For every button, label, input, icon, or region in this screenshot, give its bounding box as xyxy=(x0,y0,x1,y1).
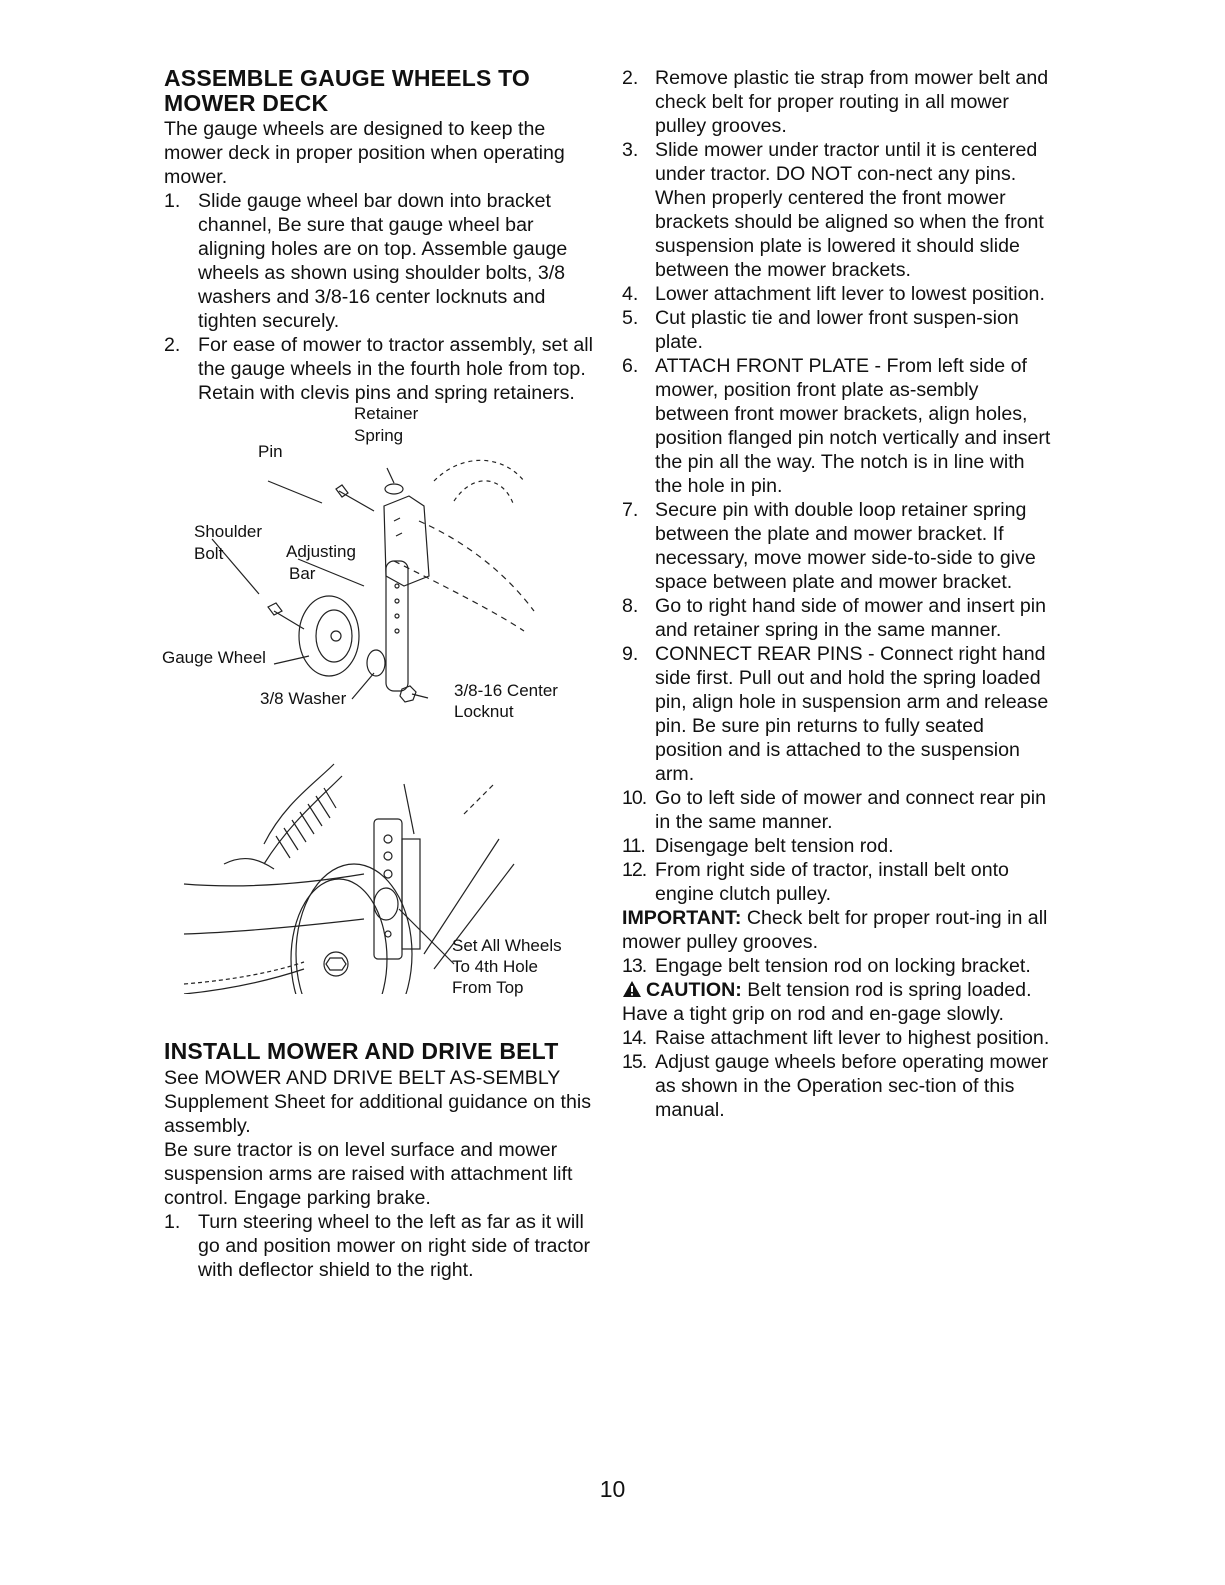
step-item: 7. Secure pin with double loop retainer spring between the plate and mower bracket. If necessary, move mower side-to-side to give space between plate and mower bracket. xyxy=(622,499,1036,593)
left-column xyxy=(164,66,594,1282)
step-item: 8. Go to right hand side of mower and insert pin and retainer spring in the same manner. xyxy=(622,595,1047,641)
step-item: 1. Slide gauge wheel bar down into bracket channel, Be sure that gauge wheel bar aligning holes are on top. Assemble gauge wheels as shown using shoulder bolts, 3/8 washers and 3/8-16 center locknuts and tighten securely. xyxy=(164,190,568,332)
label-pin: Pin xyxy=(258,442,283,461)
step-item: 11. Disengage belt tension rod. xyxy=(622,835,894,857)
label-spring: Spring xyxy=(354,426,404,445)
step-item: 4. Lower attachment lift lever to lowest position. xyxy=(622,283,1045,305)
gauge-wheels-steps xyxy=(164,189,594,405)
step-item: 12. From right side of tractor, install belt onto engine clutch pulley. xyxy=(622,859,1009,905)
label-center-locknut: 3/8-16 Center xyxy=(454,681,558,700)
heading-install-mower-drive-belt: INSTALL MOWER AND DRIVE BELT xyxy=(164,1038,559,1064)
set-wheels-figure xyxy=(164,744,594,997)
install-para-1: See MOWER AND DRIVE BELT AS-SEMBLY Supplement Sheet for additional guidance on this assembly. xyxy=(164,1067,592,1137)
label-adjusting: Adjusting xyxy=(286,542,356,561)
step-item: 13. Engage belt tension rod on locking bracket. xyxy=(622,955,1031,977)
caution-text: Belt tension rod is spring loaded. Have a tight grip on rod and en-gage slowly. xyxy=(622,979,1032,1025)
step-item: 14. Raise attachment lift lever to highest position. xyxy=(622,1027,1050,1049)
step-item: 9. CONNECT REAR PINS - Connect right hand side first. Pull out and hold the spring loaded pin, align hole in suspension arm and release pin. Be sure pin returns to fully seated position and is attached to the suspension arm. xyxy=(622,643,1049,785)
step-item: 3. Slide mower under tractor until it is centered under tractor. DO NOT con-nect any pins. When properly centered the front mower brackets should be aligned so when the front suspension plate is lowered it should slide between the mower brackets. xyxy=(622,139,1044,281)
heading-assemble-gauge-wheels: ASSEMBLE GAUGE WHEELS TO MOWER DECK xyxy=(164,65,531,116)
install-steps-right-b xyxy=(622,954,1054,978)
install-steps-right xyxy=(622,66,1054,906)
label-from-top: From Top xyxy=(452,978,524,997)
step-item: 1. Turn steering wheel to the left as far as it will go and position mower on right side of tractor with deflector shield to the right. xyxy=(164,1211,591,1281)
step-item: 10. Go to left side of mower and connect rear pin in the same manner. xyxy=(622,787,1046,833)
warning-triangle-icon xyxy=(622,980,642,998)
install-steps-left xyxy=(164,1210,594,1282)
page-number: 10 xyxy=(599,1476,626,1502)
label-set-all-wheels: Set All Wheels xyxy=(452,936,562,955)
label-bolt: Bolt xyxy=(194,544,224,563)
gauge-wheels-intro: The gauge wheels are designed to keep the mower deck in proper position when operating mower. xyxy=(164,118,565,188)
label-to-4th-hole: To 4th Hole xyxy=(452,957,538,976)
step-item: 6. ATTACH FRONT PLATE - From left side of mower, position front plate as-sembly between front mower brackets, align holes, position flanged pin notch vertically and insert the pin all the way. The notch is in line with the hole in pin. xyxy=(622,355,1051,497)
label-locknut: Locknut xyxy=(454,702,514,721)
step-item: 5. Cut plastic tie and lower front suspen-sion plate. xyxy=(622,307,1019,353)
important-label: IMPORTANT: xyxy=(622,907,742,929)
label-washer: 3/8 Washer xyxy=(260,689,347,708)
step-item: 2. Remove plastic tie strap from mower belt and check belt for proper routing in all mower pulley grooves. xyxy=(622,67,1049,137)
label-gauge-wheel: Gauge Wheel xyxy=(162,648,266,667)
install-steps-right-c xyxy=(622,1026,1054,1122)
label-bar: Bar xyxy=(289,564,316,583)
right-column xyxy=(622,66,1054,1122)
gauge-wheel-assembly-figure xyxy=(162,404,594,736)
important-text: Check belt for proper rout-ing in all mower pulley grooves. xyxy=(622,907,1048,953)
important-note xyxy=(622,906,1054,954)
caution-note xyxy=(622,978,1054,1026)
label-shoulder: Shoulder xyxy=(194,522,263,541)
install-para-2: Be sure tractor is on level surface and mower suspension arms are raised with attachment lift control. Engage parking brake. xyxy=(164,1139,573,1209)
label-retainer: Retainer xyxy=(354,404,419,423)
step-item: 15. Adjust gauge wheels before operating mower as shown in the Operation sec-tion of this manual. xyxy=(622,1051,1049,1121)
caution-label: CAUTION: xyxy=(646,979,742,1001)
step-item: 2. For ease of mower to tractor assembly, set all the gauge wheels in the fourth hole from top. Retain with clevis pins and spring retainers. xyxy=(164,334,593,404)
